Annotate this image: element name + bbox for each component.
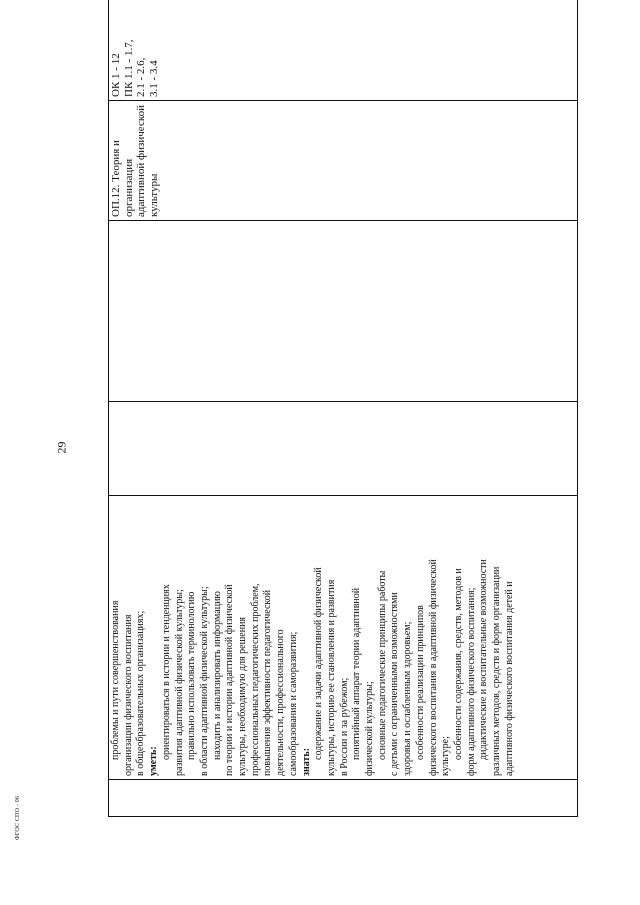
- requirement-line: самообразования и саморазвития;: [287, 631, 299, 776]
- requirement-line: повышения эффективности педагогической: [262, 589, 274, 776]
- requirement-line: в России и за рубежом;: [338, 677, 350, 776]
- hours-cell-2: [109, 221, 578, 402]
- requirement-line: особенности реализации принципов: [414, 605, 426, 760]
- requirement-line: уметь:: [148, 746, 160, 776]
- requirement-line: физического воспитания в адаптивной физической: [427, 559, 439, 776]
- competency-line: 2.1 - 2.6,: [135, 57, 147, 97]
- competency-line: ОК 1 - 12: [110, 53, 122, 97]
- discipline-line: организация: [122, 158, 135, 217]
- competency-line: ПК 1.1 - 1.7,: [122, 39, 135, 97]
- requirement-line: с детьми с ограниченными возможностями: [389, 592, 401, 776]
- requirement-line: основные педагогические принципы работы: [376, 570, 388, 760]
- table-row: [109, 0, 578, 817]
- requirement-line: различных методов, средств и форм организации: [491, 566, 503, 776]
- requirement-line: культуры, историю ее становления и развития: [325, 579, 337, 776]
- requirement-line: правильно использовать терминологию: [186, 591, 198, 760]
- competency-codes: [110, 0, 160, 97]
- requirement-line: знать:: [300, 747, 312, 776]
- requirement-line: профессиональных педагогических проблем,: [249, 583, 261, 776]
- requirement-line: особенности содержания, средств, методов и: [452, 568, 464, 760]
- curriculum-table: [108, 0, 578, 817]
- requirement-line: ориентироваться в истории и тенденциях: [160, 584, 172, 760]
- requirement-line: форм адаптивного физического воспитания;: [465, 587, 477, 776]
- footer-standard-code: ФГОС СПО - 06: [15, 795, 21, 841]
- requirement-line: в общеобразовательных организациях;: [135, 610, 147, 776]
- requirements-cell: [109, 496, 578, 780]
- requirement-line: адаптивного физического воспитания детей и: [503, 581, 515, 776]
- requirement-line: здоровья и ослабленным здоровьем;: [402, 621, 414, 776]
- requirement-line: культуры, необходимую для решения: [237, 616, 249, 776]
- discipline-line: ОП.12. Теория и: [110, 140, 122, 217]
- discipline-text: [110, 104, 160, 217]
- discipline-line: адаптивной физической: [135, 104, 147, 217]
- competency-cell: [109, 0, 578, 101]
- page-number: 29: [54, 441, 69, 454]
- requirement-line: понятийный аппарат теории адаптивной: [351, 587, 363, 760]
- competency-line: 3.1 - 3.4: [147, 60, 160, 97]
- requirements-text: [110, 499, 517, 776]
- requirement-line: в области адаптивной физической культуры;: [198, 586, 210, 776]
- requirement-line: по теории и истории адаптивной физической: [224, 584, 236, 776]
- index-cell: [109, 780, 578, 817]
- requirement-line: развития адаптивной физической культуры;: [173, 589, 185, 776]
- rotated-table-sheet: [108, 36, 578, 817]
- requirement-line: дидактические и воспитательные возможности: [478, 559, 490, 760]
- discipline-line: культуры: [147, 173, 160, 217]
- requirement-line: проблемы и пути совершенствования: [110, 600, 121, 760]
- requirement-line: культуре;: [440, 736, 452, 776]
- requirement-line: содержание и задачи адаптивной физической: [313, 567, 325, 760]
- discipline-cell: [109, 101, 578, 221]
- hours-cell: [109, 402, 578, 496]
- requirement-line: находить и анализировать информацию: [211, 591, 223, 760]
- requirement-line: физической культуры;: [364, 681, 376, 776]
- requirement-line: организации физического воспитания: [122, 614, 134, 776]
- requirement-line: деятельности, профессионального: [275, 629, 287, 776]
